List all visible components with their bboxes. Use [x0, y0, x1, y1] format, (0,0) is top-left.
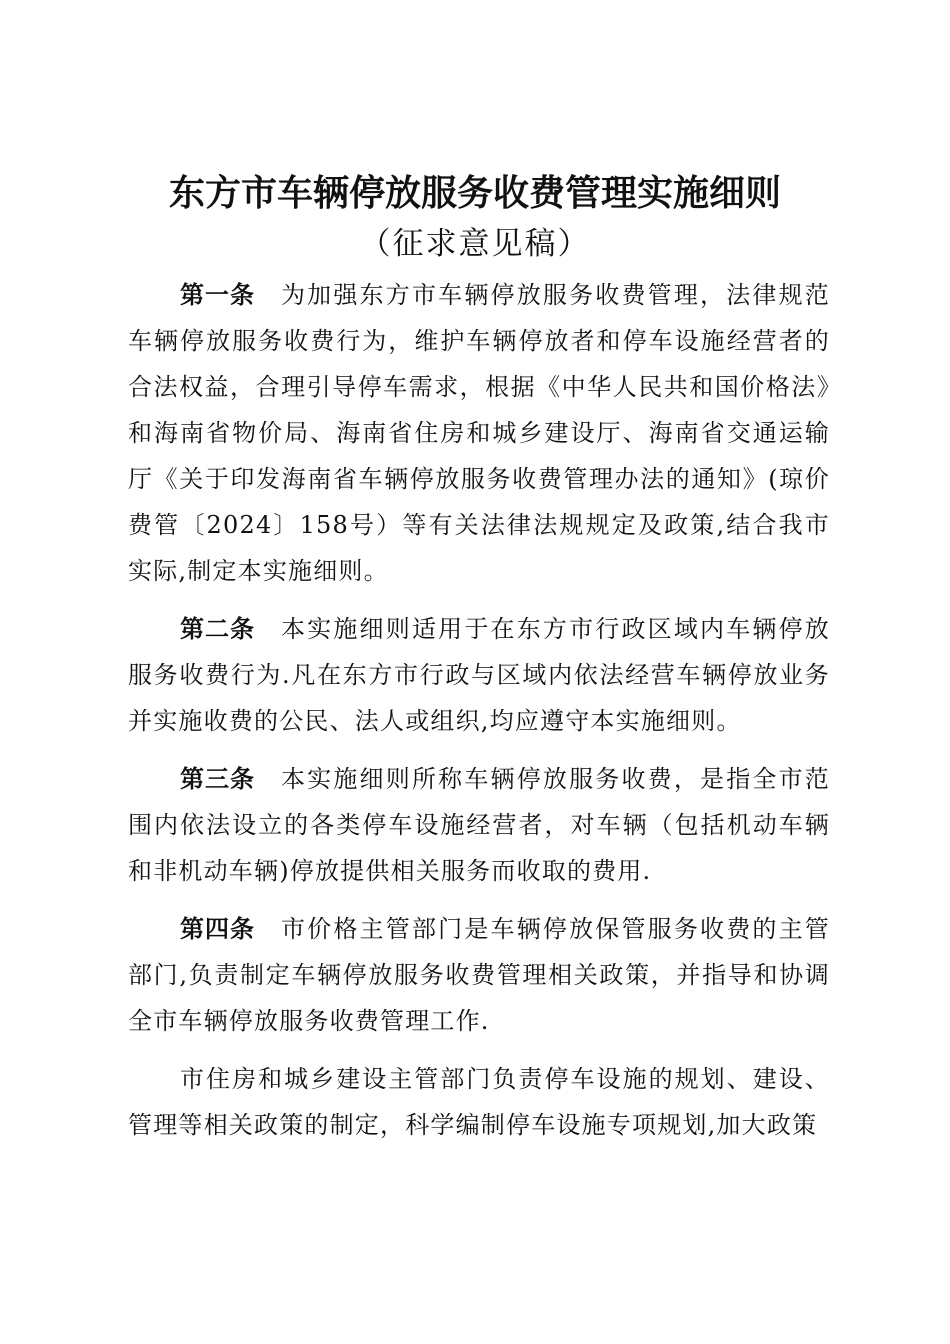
article-1-label: 第一条: [180, 281, 255, 309]
article-2-label: 第二条: [180, 615, 255, 643]
article-1-text: 为加强东方市车辆停放服务收费管理，法律规范车辆停放服务收费行为，维护车辆停放者和停车设施经营者的合法权益，合理引导停车需求，根据《中华人民共和国价格法》和海南省物价局、海南省住房和城乡建设厅、海南省交通运输厅《关于印发海南省车辆停放服务收费管理办法的通知》(琼价费管〔2024〕158号）等有关法律法规规定及政策,结合我市实际,制定本实施细则。: [128, 281, 831, 585]
document-subtitle: （征求意见稿）: [359, 226, 591, 262]
article-2: [128, 606, 830, 744]
article-3-label: 第三条: [180, 765, 255, 793]
document-title: 东方市车辆停放服务收费管理实施细则: [168, 172, 781, 214]
document-body: [128, 272, 830, 1148]
article-4: [128, 906, 830, 1044]
article-2-text: 本实施细则适用于在东方市行政区域内车辆停放服务收费行为.凡在东方市行政与区域内依法经营车辆停放业务并实施收费的公民、法人或组织,均应遵守本实施细则。: [128, 615, 831, 735]
article-4-text: 市价格主管部门是车辆停放保管服务收费的主管部门,负责制定车辆停放服务收费管理相关政策，并指导和协调全市车辆停放服务收费管理工作.: [128, 915, 831, 1035]
article-4-continuation-text: 市住房和城乡建设主管部门负责停车设施的规划、建设、管理等相关政策的制定，科学编制停车设施专项规划,加大政策: [128, 1065, 830, 1139]
article-3: [128, 756, 830, 894]
article-3-text: 本实施细则所称车辆停放服务收费，是指全市范围内依法设立的各类停车设施经营者，对车辆（包括机动车辆和非机动车辆)停放提供相关服务而收取的费用.: [128, 765, 831, 885]
article-1: [128, 272, 830, 594]
article-4-continuation: [128, 1056, 830, 1148]
article-4-label: 第四条: [180, 915, 255, 943]
